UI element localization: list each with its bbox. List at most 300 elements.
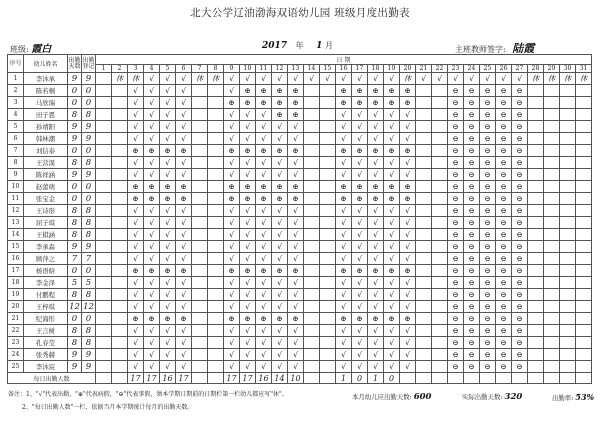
actual-days: 0 [82, 97, 96, 109]
attendance-mark: √ [384, 289, 400, 301]
due-days: 0 [68, 265, 82, 277]
attendance-mark: √ [368, 337, 384, 349]
attendance-mark: √ [176, 337, 192, 349]
month-suffix: 月 [324, 41, 333, 50]
attendance-mark: √ [288, 337, 304, 349]
attendance-mark [96, 121, 112, 133]
attendance-mark [576, 265, 592, 277]
row-number: 7 [8, 145, 24, 157]
attendance-mark: √ [160, 169, 176, 181]
attendance-mark: √ [336, 325, 352, 337]
attendance-mark: √ [400, 121, 416, 133]
attendance-mark [96, 325, 112, 337]
attendance-mark: ⊕ [272, 265, 288, 277]
student-row [8, 313, 592, 325]
attendance-mark: √ [128, 241, 144, 253]
attendance-mark: √ [368, 109, 384, 121]
day-header: 22 [432, 65, 448, 73]
attendance-mark: ⊕ [176, 181, 192, 193]
day-header: 12 [272, 65, 288, 73]
attendance-mark [320, 337, 336, 349]
attendance-mark: √ [400, 217, 416, 229]
attendance-mark: ⊕ [352, 265, 368, 277]
day-header: 2 [112, 65, 128, 73]
due-days: 9 [68, 133, 82, 145]
actual-days: 9 [82, 73, 96, 85]
attendance-mark: ⊖ [448, 241, 464, 253]
actual-days: 8 [82, 205, 96, 217]
attendance-mark: ⊖ [512, 229, 528, 241]
attendance-mark: ⊕ [144, 313, 160, 325]
attendance-mark [208, 121, 224, 133]
attendance-mark: √ [240, 157, 256, 169]
actual-days: 9 [82, 121, 96, 133]
attendance-mark: √ [400, 229, 416, 241]
attendance-mark: ⊕ [224, 313, 240, 325]
attendance-mark: ⊖ [448, 265, 464, 277]
attendance-mark [544, 265, 560, 277]
attendance-mark [416, 85, 432, 97]
attendance-mark: ⊖ [496, 169, 512, 181]
attendance-mark: ⊖ [496, 133, 512, 145]
due-days: 8 [68, 229, 82, 241]
attendance-mark [576, 229, 592, 241]
student-row [8, 265, 592, 277]
attendance-mark [576, 217, 592, 229]
attendance-mark [112, 133, 128, 145]
attendance-mark: ⊕ [256, 85, 272, 97]
daily-count: 14 [272, 373, 288, 384]
day-header: 9 [224, 65, 240, 73]
attendance-mark: ⊕ [272, 85, 288, 97]
attendance-mark [544, 205, 560, 217]
attendance-mark [432, 133, 448, 145]
attendance-mark: ⊕ [144, 265, 160, 277]
attendance-mark [432, 205, 448, 217]
attendance-mark [96, 205, 112, 217]
student-row [8, 361, 592, 373]
attendance-mark [560, 205, 576, 217]
attendance-mark [304, 217, 320, 229]
attendance-mark: ⊖ [464, 337, 480, 349]
attendance-mark [416, 265, 432, 277]
day-header: 10 [240, 65, 256, 73]
attendance-mark: √ [336, 73, 352, 85]
attendance-mark: √ [496, 73, 512, 85]
row-number: 11 [8, 193, 24, 205]
attendance-mark: √ [400, 277, 416, 289]
attendance-mark: ⊕ [272, 109, 288, 121]
student-name: 孔春莹 [24, 337, 68, 349]
due-days: 9 [68, 241, 82, 253]
due-days: 0 [68, 193, 82, 205]
attendance-mark [576, 205, 592, 217]
attendance-mark: √ [352, 73, 368, 85]
attendance-mark [544, 157, 560, 169]
attendance-mark [544, 169, 560, 181]
attendance-mark [112, 145, 128, 157]
attendance-mark: √ [128, 205, 144, 217]
attendance-mark: ⊕ [256, 97, 272, 109]
attendance-mark: √ [176, 217, 192, 229]
attendance-mark: √ [288, 169, 304, 181]
attendance-mark [304, 229, 320, 241]
attendance-mark: √ [256, 301, 272, 313]
year-value: 2017 [262, 41, 288, 51]
attendance-mark [192, 205, 208, 217]
attendance-mark: √ [288, 205, 304, 217]
attendance-mark [432, 217, 448, 229]
attendance-mark: √ [256, 73, 272, 85]
attendance-mark: √ [240, 289, 256, 301]
attendance-mark: ⊖ [496, 85, 512, 97]
attendance-mark: √ [176, 301, 192, 313]
attendance-mark: √ [384, 361, 400, 373]
day-header: 25 [480, 65, 496, 73]
attendance-mark: 休 [528, 73, 544, 85]
attendance-mark: √ [144, 97, 160, 109]
dates-header: 日 期 [96, 55, 592, 65]
row-number: 13 [8, 217, 24, 229]
attendance-mark: √ [240, 169, 256, 181]
attendance-mark [576, 181, 592, 193]
attendance-mark [96, 265, 112, 277]
attendance-mark: √ [256, 337, 272, 349]
attendance-mark [112, 229, 128, 241]
attendance-mark [432, 85, 448, 97]
attendance-mark: ⊖ [480, 229, 496, 241]
attendance-mark [544, 97, 560, 109]
row-number: 12 [8, 205, 24, 217]
attendance-mark: ⊕ [288, 313, 304, 325]
attendance-mark: √ [272, 121, 288, 133]
actual-days: 9 [82, 241, 96, 253]
attendance-mark [416, 361, 432, 373]
attendance-mark: ⊕ [160, 193, 176, 205]
attendance-mark [576, 121, 592, 133]
attendance-mark [112, 265, 128, 277]
attendance-mark: ⊕ [336, 193, 352, 205]
attendance-mark [432, 193, 448, 205]
attendance-mark: √ [288, 133, 304, 145]
attendance-mark: √ [368, 121, 384, 133]
attendance-mark: ⊖ [512, 337, 528, 349]
attendance-mark [528, 133, 544, 145]
attendance-mark: ⊖ [496, 253, 512, 265]
attendance-mark [528, 349, 544, 361]
attendance-mark: ⊖ [480, 97, 496, 109]
attendance-mark: ⊖ [464, 301, 480, 313]
attendance-mark [528, 229, 544, 241]
attendance-mark: √ [128, 109, 144, 121]
attendance-mark: 休 [208, 73, 224, 85]
day-header: 26 [496, 65, 512, 73]
daily-count [528, 373, 544, 384]
attendance-mark: ⊖ [480, 145, 496, 157]
attendance-mark [208, 277, 224, 289]
row-number: 19 [8, 289, 24, 301]
attendance-mark: √ [352, 277, 368, 289]
due-days: 7 [68, 253, 82, 265]
attendance-mark [304, 109, 320, 121]
attendance-mark [416, 217, 432, 229]
attendance-mark [544, 313, 560, 325]
attendance-mark: √ [400, 253, 416, 265]
attendance-mark [304, 277, 320, 289]
attendance-mark: √ [352, 121, 368, 133]
attendance-mark [560, 301, 576, 313]
attendance-mark [192, 145, 208, 157]
attendance-mark: √ [160, 253, 176, 265]
attendance-mark: ⊕ [240, 313, 256, 325]
attendance-mark [112, 349, 128, 361]
attendance-mark: √ [176, 109, 192, 121]
attendance-mark: √ [144, 325, 160, 337]
actual-days: 8 [82, 337, 96, 349]
due-days: 9 [68, 349, 82, 361]
attendance-mark: ⊖ [464, 133, 480, 145]
row-number: 25 [8, 361, 24, 373]
attendance-mark: √ [224, 217, 240, 229]
attendance-mark: ⊕ [240, 85, 256, 97]
due-days: 8 [68, 325, 82, 337]
attendance-mark: √ [256, 109, 272, 121]
attendance-mark: √ [384, 337, 400, 349]
attendance-mark [416, 181, 432, 193]
attendance-mark [112, 337, 128, 349]
attendance-mark: √ [224, 109, 240, 121]
attendance-mark [96, 241, 112, 253]
attendance-mark: √ [128, 229, 144, 241]
attendance-mark: √ [368, 133, 384, 145]
attendance-mark [208, 169, 224, 181]
attendance-mark: ⊕ [240, 181, 256, 193]
actual-days: 8 [82, 109, 96, 121]
attendance-mark: √ [176, 169, 192, 181]
attendance-mark: √ [144, 241, 160, 253]
attendance-mark: √ [336, 205, 352, 217]
day-header: 17 [352, 65, 368, 73]
attendance-mark: ⊖ [512, 253, 528, 265]
day-header: 5 [160, 65, 176, 73]
attendance-mark [560, 241, 576, 253]
attendance-mark: √ [240, 337, 256, 349]
attendance-mark [208, 265, 224, 277]
row-number: 20 [8, 301, 24, 313]
attendance-mark: ⊖ [480, 289, 496, 301]
student-row [8, 217, 592, 229]
attendance-mark [432, 301, 448, 313]
attendance-mark: ⊖ [496, 121, 512, 133]
attendance-mark [432, 97, 448, 109]
attendance-mark: √ [240, 229, 256, 241]
attendance-mark [304, 289, 320, 301]
attendance-mark: √ [368, 289, 384, 301]
attendance-mark [528, 277, 544, 289]
attendance-mark: ⊕ [272, 193, 288, 205]
attendance-mark: √ [160, 349, 176, 361]
student-row [8, 301, 592, 313]
attendance-mark [192, 217, 208, 229]
attendance-mark: √ [176, 133, 192, 145]
daily-count [416, 373, 432, 384]
attendance-mark: ⊖ [448, 121, 464, 133]
actual-days: 8 [82, 157, 96, 169]
student-name: 李沐宸 [24, 361, 68, 373]
attendance-mark: √ [144, 361, 160, 373]
attendance-mark: √ [240, 301, 256, 313]
attendance-mark [416, 229, 432, 241]
attendance-mark: √ [272, 229, 288, 241]
attendance-mark [112, 193, 128, 205]
attendance-mark: ⊖ [512, 181, 528, 193]
attendance-mark [320, 133, 336, 145]
attendance-mark: ⊖ [448, 97, 464, 109]
attendance-mark [112, 313, 128, 325]
attendance-mark: ⊕ [336, 85, 352, 97]
actual-days: 0 [82, 181, 96, 193]
month-value: 1 [316, 41, 323, 51]
student-name: 陈若桐 [24, 85, 68, 97]
attendance-mark [96, 181, 112, 193]
attendance-mark [544, 301, 560, 313]
attendance-mark [544, 277, 560, 289]
attendance-mark [96, 109, 112, 121]
attendance-mark: ⊖ [448, 205, 464, 217]
actual-days: 7 [82, 253, 96, 265]
attendance-mark [112, 121, 128, 133]
attendance-mark: √ [128, 169, 144, 181]
daily-count: 1 [368, 373, 384, 384]
attendance-mark: √ [144, 85, 160, 97]
attendance-mark: √ [240, 217, 256, 229]
attendance-mark: ⊖ [496, 289, 512, 301]
attendance-mark: √ [432, 73, 448, 85]
attendance-mark: ⊖ [480, 193, 496, 205]
attendance-mark [208, 133, 224, 145]
attendance-mark [192, 349, 208, 361]
attendance-mark: √ [352, 301, 368, 313]
attendance-mark: √ [240, 205, 256, 217]
attendance-mark [208, 289, 224, 301]
attendance-mark [576, 193, 592, 205]
attendance-mark [560, 325, 576, 337]
attendance-mark: ⊖ [512, 277, 528, 289]
attendance-mark [528, 301, 544, 313]
attendance-mark: √ [160, 157, 176, 169]
attendance-table [7, 54, 592, 384]
attendance-mark: ⊖ [512, 265, 528, 277]
attendance-mark: √ [368, 349, 384, 361]
attendance-mark [416, 313, 432, 325]
attendance-mark [304, 361, 320, 373]
attendance-mark: √ [224, 121, 240, 133]
attendance-mark: ⊕ [384, 265, 400, 277]
attendance-mark: √ [384, 109, 400, 121]
attendance-mark: ⊕ [128, 265, 144, 277]
attendance-mark [208, 97, 224, 109]
attendance-mark [112, 241, 128, 253]
attendance-mark: ⊖ [464, 193, 480, 205]
attendance-mark: √ [352, 253, 368, 265]
attendance-mark [208, 145, 224, 157]
rate-value: 53% [575, 392, 595, 402]
attendance-mark [528, 193, 544, 205]
attendance-mark: ⊕ [160, 265, 176, 277]
attendance-mark: √ [336, 301, 352, 313]
attendance-mark: √ [336, 361, 352, 373]
attendance-mark: √ [160, 97, 176, 109]
actual-days: 0 [82, 193, 96, 205]
attendance-mark: √ [288, 325, 304, 337]
attendance-mark: √ [272, 361, 288, 373]
attendance-mark: ⊖ [512, 169, 528, 181]
attendance-mark [528, 109, 544, 121]
attendance-mark [192, 193, 208, 205]
attendance-mark: √ [256, 157, 272, 169]
attendance-mark: ⊖ [448, 289, 464, 301]
attendance-mark: 休 [192, 73, 208, 85]
attendance-mark: ⊕ [144, 193, 160, 205]
student-row [8, 121, 592, 133]
attendance-mark: ⊕ [352, 85, 368, 97]
attendance-mark [528, 205, 544, 217]
day-header: 20 [400, 65, 416, 73]
attendance-mark: √ [224, 325, 240, 337]
student-row [8, 337, 592, 349]
attendance-mark [96, 157, 112, 169]
attendance-mark [416, 97, 432, 109]
attendance-mark: ⊕ [288, 97, 304, 109]
class-label: 班级: [10, 45, 29, 54]
daily-count [320, 373, 336, 384]
student-name: 李金泽 [24, 277, 68, 289]
daily-count [304, 373, 320, 384]
attendance-mark: ⊖ [496, 145, 512, 157]
attendance-mark: √ [368, 277, 384, 289]
attendance-mark [112, 181, 128, 193]
attendance-mark: ⊕ [144, 145, 160, 157]
attendance-mark [432, 181, 448, 193]
attendance-mark: √ [336, 229, 352, 241]
attendance-mark: ⊖ [448, 145, 464, 157]
day-header: 7 [192, 65, 208, 73]
attendance-mark: √ [160, 217, 176, 229]
attendance-mark [432, 169, 448, 181]
attendance-mark [208, 157, 224, 169]
attendance-mark [96, 313, 112, 325]
attendance-mark: √ [272, 337, 288, 349]
attendance-mark: √ [272, 169, 288, 181]
attendance-mark [208, 253, 224, 265]
attendance-mark: √ [160, 205, 176, 217]
attendance-mark: √ [416, 73, 432, 85]
attendance-mark [208, 181, 224, 193]
attendance-mark: √ [272, 253, 288, 265]
attendance-mark: ⊖ [464, 169, 480, 181]
due-days-label: 本月幼儿应出勤天数: [352, 393, 412, 401]
attendance-mark: √ [160, 241, 176, 253]
attendance-mark [528, 85, 544, 97]
attendance-mark: √ [272, 301, 288, 313]
attendance-mark: ⊕ [368, 145, 384, 157]
attendance-mark: √ [400, 205, 416, 217]
daily-count [192, 373, 208, 384]
attendance-mark: √ [144, 169, 160, 181]
attendance-mark [560, 145, 576, 157]
attendance-mark: √ [224, 241, 240, 253]
attendance-mark: √ [128, 301, 144, 313]
